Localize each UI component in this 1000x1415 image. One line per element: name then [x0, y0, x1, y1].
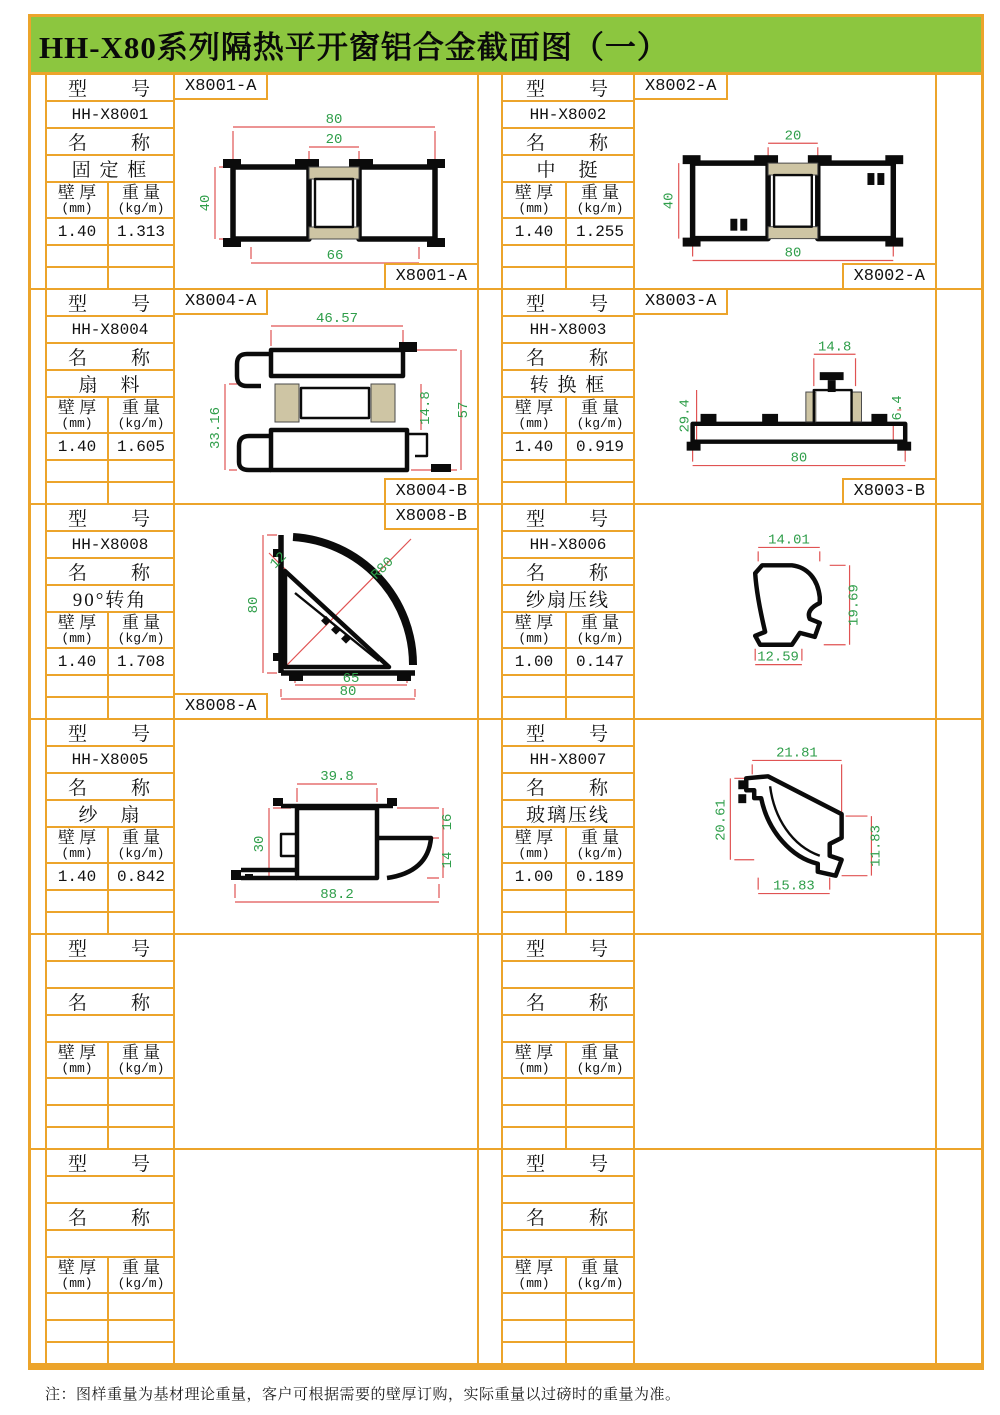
top-chamber	[271, 350, 403, 376]
model-value	[503, 962, 633, 987]
name-value	[47, 1231, 173, 1256]
weight-header: 重 量 (kg/m)	[109, 1043, 173, 1077]
dim-left: 40	[198, 194, 214, 212]
thermal-break-top	[309, 167, 359, 179]
model-header: 型 号	[503, 505, 633, 530]
weight-value	[109, 1294, 173, 1319]
name-value: 90°转角	[47, 586, 173, 611]
footnote: 注：图样重量为基材理论重量，客户可根据需要的壁厚订购，实际重量以过磅时的重量为准。	[45, 1387, 681, 1403]
title-bar	[31, 17, 981, 75]
weight-header: 重 量 (kg/m)	[109, 828, 173, 862]
thickness-value: 1.00	[503, 864, 565, 889]
dim-left: 30	[252, 835, 268, 853]
right-margin-cell	[937, 290, 981, 503]
page-title: HH-X80系列隔热平开窗铝合金截面图（一）	[39, 30, 669, 65]
name-value	[47, 1016, 173, 1041]
weight-value: 1.255	[567, 219, 633, 244]
model-value: HH-X8007	[503, 747, 633, 772]
profile-label-bottom: X8008-A	[175, 693, 268, 718]
weight-value: 1.605	[109, 434, 173, 459]
dim-bottom: 80	[784, 245, 802, 262]
model-value	[47, 962, 173, 987]
band-4	[31, 720, 981, 933]
drawing-area-empty	[635, 1150, 935, 1363]
thickness-header: 壁 厚 (mm)	[47, 1043, 107, 1077]
base-bar	[693, 424, 906, 442]
profile-drawing-x8001	[175, 75, 477, 288]
bead-outline	[746, 776, 841, 875]
center-gap-cell	[479, 75, 501, 288]
weight-header: 重 量 (kg/m)	[109, 1258, 173, 1292]
weight-value: 1.708	[109, 649, 173, 674]
dim-top: 46.57	[315, 311, 359, 327]
dim-top: 20	[784, 128, 802, 145]
profile-label-bottom: X8003-B	[842, 478, 935, 503]
name-value	[503, 1231, 633, 1256]
name-value: 扇 料	[47, 371, 173, 396]
thickness-value: 1.40	[47, 219, 107, 244]
model-header: 型 号	[47, 1150, 173, 1175]
sheet-frame	[28, 14, 984, 1370]
thermal-break-left	[275, 384, 299, 422]
weight-header: 重 量 (kg/m)	[109, 183, 173, 217]
model-header: 型 号	[503, 935, 633, 960]
top-right-tab	[399, 342, 417, 352]
dim-mid: 20	[325, 132, 343, 148]
center-chamber	[315, 179, 353, 227]
right-hook	[407, 434, 427, 456]
model-value	[47, 1177, 173, 1202]
weight-value	[567, 1079, 633, 1104]
name-header: 名 称	[47, 129, 173, 154]
center-gap-cell	[479, 1150, 501, 1363]
name-value: 中 挺	[503, 156, 633, 181]
band-2	[31, 290, 981, 503]
name-header: 名 称	[47, 559, 173, 584]
dim-bottom: 88.2	[320, 887, 354, 903]
model-value: HH-X8006	[503, 532, 633, 557]
model-header: 型 号	[503, 720, 633, 745]
dimension-lines	[693, 354, 906, 465]
name-value: 纱扇压线	[503, 586, 633, 611]
weight-value: 0.842	[109, 864, 173, 889]
model-value	[503, 1177, 633, 1202]
profile-drawing-x8008	[175, 505, 477, 718]
name-header: 名 称	[503, 1204, 633, 1229]
left-margin-cell	[31, 935, 45, 1148]
dim-top: 80	[325, 112, 343, 128]
name-header: 名 称	[503, 344, 633, 369]
dimension-lines	[730, 760, 871, 893]
dim-diag: 12	[267, 549, 291, 573]
dim-top: 14.01	[768, 532, 810, 549]
dim-right-lower: 14	[440, 851, 456, 869]
left-margin-cell	[31, 1150, 45, 1363]
thermal-break-top	[768, 163, 818, 175]
weight-header: 重 量 (kg/m)	[567, 613, 633, 647]
drawing-area-empty	[175, 935, 477, 1148]
thermal-break-right	[852, 392, 862, 422]
drawing-area-x8006	[635, 505, 935, 718]
model-header: 型 号	[47, 505, 173, 530]
drawing-area-empty	[175, 1150, 477, 1363]
model-header: 型 号	[47, 290, 173, 315]
dim-right: 57	[456, 401, 472, 419]
right-margin-cell	[937, 1150, 981, 1363]
right-foot	[431, 464, 451, 472]
bottom-chamber	[271, 430, 407, 470]
center-gap-cell	[479, 505, 501, 718]
center-gap-cell	[479, 935, 501, 1148]
dim-left: 40	[661, 192, 678, 210]
weight-header: 重 量 (kg/m)	[109, 398, 173, 432]
thermal-break-bottom	[309, 227, 359, 239]
name-value: 玻璃压线	[503, 801, 633, 826]
profile-label-top: X8004-A	[175, 290, 268, 315]
inner-triangle	[285, 571, 389, 667]
weight-header: 重 量 (kg/m)	[567, 828, 633, 862]
thickness-header: 壁 厚 (mm)	[47, 1258, 107, 1292]
profile-label-top: X8001-A	[175, 75, 268, 100]
thickness-value	[503, 1294, 565, 1319]
thickness-value: 1.40	[47, 864, 107, 889]
model-value: HH-X8004	[47, 317, 173, 342]
dim-right-upper: 16	[440, 813, 456, 831]
drawing-area-x8007	[635, 720, 935, 933]
profile-drawing-x8005	[175, 720, 477, 933]
profile-drawing-x8007	[635, 720, 935, 933]
dim-bottom-inner: 65	[342, 671, 360, 687]
name-value	[503, 1016, 633, 1041]
dim-right: 6.4	[890, 395, 907, 421]
thickness-value	[47, 1294, 107, 1319]
weight-value: 0.147	[567, 649, 633, 674]
dim-left: 33.16	[208, 406, 224, 450]
name-header: 名 称	[503, 129, 633, 154]
band-3	[31, 505, 981, 718]
right-chamber	[359, 167, 435, 239]
dim-mid-right: 14.8	[418, 391, 434, 425]
bottom-left-hook	[239, 436, 271, 470]
drawing-area-x8001	[175, 75, 477, 288]
model-header: 型 号	[47, 75, 173, 100]
model-value: HH-X8008	[47, 532, 173, 557]
model-value: HH-X8003	[503, 317, 633, 342]
profile-label-bottom: X8002-A	[842, 263, 935, 288]
top-left-hook	[237, 354, 271, 386]
name-value: 固 定 框	[47, 156, 173, 181]
left-margin-cell	[31, 720, 45, 933]
dim-right: 11.83	[868, 825, 885, 867]
drawing-area-x8008	[175, 505, 477, 718]
thickness-header: 壁 厚 (mm)	[47, 613, 107, 647]
thermal-break-bottom	[768, 227, 818, 239]
center-chamber	[814, 390, 852, 424]
profile-table	[31, 75, 981, 1363]
mid-chamber	[301, 388, 369, 418]
outer-arc	[293, 537, 413, 665]
profile-label-top: X8002-A	[635, 75, 728, 100]
weight-value	[567, 1294, 633, 1319]
drawing-area-empty	[635, 935, 935, 1148]
right-margin-cell	[937, 75, 981, 288]
drawing-area-x8004	[175, 290, 477, 503]
drawing-area-x8005	[175, 720, 477, 933]
thickness-header: 壁 厚 (mm)	[47, 183, 107, 217]
center-gap-cell	[479, 720, 501, 933]
thickness-header: 壁 厚 (mm)	[503, 183, 565, 217]
weight-value: 0.189	[567, 864, 633, 889]
profile-label-top: X8008-B	[384, 505, 477, 530]
thickness-value: 1.00	[503, 649, 565, 674]
left-margin-cell	[31, 75, 45, 288]
name-header: 名 称	[503, 989, 633, 1014]
dim-bottom-outer: 80	[339, 684, 357, 700]
weight-header: 重 量 (kg/m)	[567, 398, 633, 432]
weight-value: 1.313	[109, 219, 173, 244]
flanges	[687, 372, 912, 450]
dim-bottom: 80	[790, 450, 808, 467]
thickness-value	[47, 1079, 107, 1104]
band-1	[31, 75, 981, 288]
band-5	[31, 935, 981, 1148]
dim-top: 21.81	[776, 745, 818, 762]
dim-right: 19.69	[846, 584, 863, 626]
profile-drawing-x8004	[175, 290, 477, 503]
name-header: 名 称	[503, 774, 633, 799]
right-margin-cell	[937, 720, 981, 933]
bead-outline	[755, 565, 820, 644]
model-value: HH-X8001	[47, 102, 173, 127]
drawing-area-x8003	[635, 290, 935, 503]
drawing-area-x8002	[635, 75, 935, 288]
model-value: HH-X8002	[503, 102, 633, 127]
left-margin-cell	[31, 290, 45, 503]
name-header: 名 称	[47, 989, 173, 1014]
thickness-header: 壁 厚 (mm)	[503, 398, 565, 432]
right-trough	[377, 838, 431, 878]
weight-header: 重 量 (kg/m)	[567, 183, 633, 217]
thickness-value	[503, 1079, 565, 1104]
name-value: 纱 扇	[47, 801, 173, 826]
dim-radius: R80	[368, 554, 398, 584]
thickness-header: 壁 厚 (mm)	[47, 398, 107, 432]
profile-label-bottom: X8001-A	[384, 263, 477, 288]
center-gap-cell	[479, 290, 501, 503]
name-header: 名 称	[47, 1204, 173, 1229]
model-header: 型 号	[47, 935, 173, 960]
thickness-value: 1.40	[503, 434, 565, 459]
dim-left: 20.61	[713, 799, 730, 841]
weight-value	[109, 1079, 173, 1104]
model-header: 型 号	[503, 1150, 633, 1175]
band-6	[31, 1150, 981, 1363]
dim-left: 80	[246, 596, 262, 614]
dim-left: 29.4	[677, 399, 694, 433]
thickness-header: 壁 厚 (mm)	[503, 1043, 565, 1077]
left-notch	[281, 834, 297, 856]
profile-drawing-x8006	[635, 505, 935, 718]
thickness-header: 壁 厚 (mm)	[503, 1258, 565, 1292]
model-header: 型 号	[503, 290, 633, 315]
name-value: 转 换 框	[503, 371, 633, 396]
model-header: 型 号	[503, 75, 633, 100]
dim-top: 14.8	[817, 339, 852, 356]
profile-drawing-x8002	[635, 75, 935, 288]
left-chamber	[233, 167, 309, 239]
thermal-break-right	[371, 384, 395, 422]
dim-bottom: 15.83	[773, 878, 815, 895]
right-margin-cell	[937, 935, 981, 1148]
name-header: 名 称	[47, 774, 173, 799]
model-header: 型 号	[47, 720, 173, 745]
dim-bottom: 66	[326, 248, 344, 264]
weight-header: 重 量 (kg/m)	[567, 1258, 633, 1292]
center-chamber	[297, 808, 377, 878]
weight-header: 重 量 (kg/m)	[567, 1043, 633, 1077]
thickness-value: 1.40	[47, 649, 107, 674]
thickness-header: 壁 厚 (mm)	[503, 613, 565, 647]
thickness-value: 1.40	[503, 219, 565, 244]
model-value: HH-X8005	[47, 747, 173, 772]
dim-bottom: 12.59	[757, 649, 799, 666]
name-header: 名 称	[503, 559, 633, 584]
right-margin-cell	[937, 505, 981, 718]
profile-label-top: X8003-A	[635, 290, 728, 315]
weight-value: 0.919	[567, 434, 633, 459]
left-margin-cell	[31, 505, 45, 718]
thickness-value: 1.40	[47, 434, 107, 459]
thickness-header: 壁 厚 (mm)	[47, 828, 107, 862]
dim-top: 39.8	[320, 769, 354, 785]
weight-header: 重 量 (kg/m)	[109, 613, 173, 647]
name-header: 名 称	[47, 344, 173, 369]
profile-drawing-x8003	[635, 290, 935, 503]
profile-label-bottom: X8004-B	[384, 478, 477, 503]
thickness-header: 壁 厚 (mm)	[503, 828, 565, 862]
center-chamber	[774, 175, 812, 227]
